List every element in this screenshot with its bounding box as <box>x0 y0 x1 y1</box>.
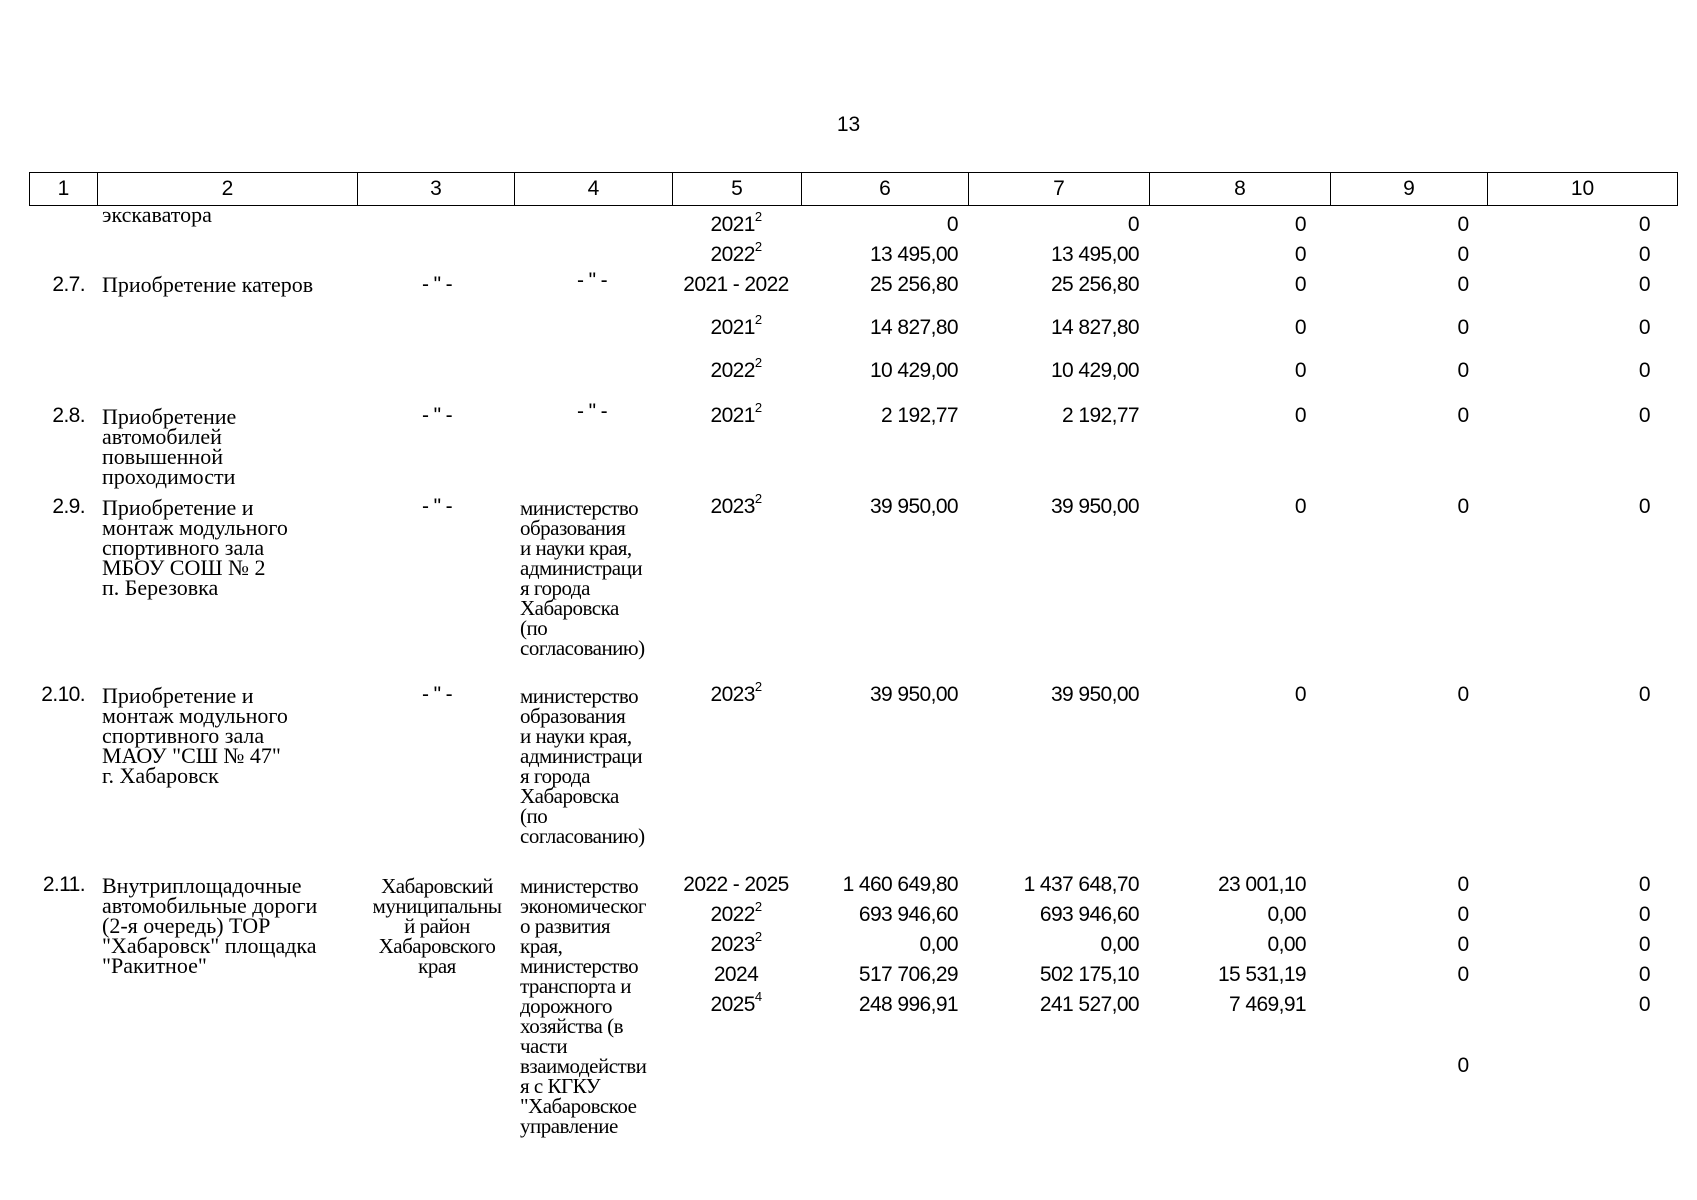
value-col-8: 7 469,91 <box>1229 993 1306 1016</box>
value-col-10: 0 <box>1638 213 1650 236</box>
footnote-mark: 2 <box>754 899 762 914</box>
col3-ditto: - " - <box>421 495 453 518</box>
value-col-7: 14 827,80 <box>1050 316 1139 339</box>
row-number: 2.8. <box>52 404 85 427</box>
value-col-9: 0 <box>1457 903 1469 926</box>
footnote-mark: 2 <box>754 239 762 254</box>
value-col-7: 25 256,80 <box>1050 273 1139 296</box>
value-col-10: 0 <box>1638 933 1650 956</box>
value-col-10: 0 <box>1638 243 1650 266</box>
year-text: 2022 <box>710 243 755 266</box>
value-col-8: 0,00 <box>1267 903 1306 926</box>
value-col-8: 23 001,10 <box>1217 873 1306 896</box>
col4-text: министерство образования и науки края, администраци я города Хабаровска (по согласованию) <box>520 684 645 848</box>
value-col-7: 39 950,00 <box>1050 495 1139 518</box>
value-col-7: 0 <box>1127 213 1139 236</box>
value-col-7: 241 527,00 <box>1039 993 1139 1016</box>
header-col-10: 10 <box>1488 173 1678 206</box>
value-col-8: 0 <box>1294 213 1306 236</box>
value-col-7: 2 192,77 <box>1062 404 1139 427</box>
value-col-7: 13 495,00 <box>1050 243 1139 266</box>
value-col-9: 0 <box>1457 495 1469 518</box>
page-number: 13 <box>836 113 861 136</box>
value-col-7: 0,00 <box>1100 933 1139 956</box>
value-col-9: 0 <box>1457 316 1469 339</box>
value-col-9: 0 <box>1457 963 1469 986</box>
value-col-6: 39 950,00 <box>869 683 958 706</box>
header-col-3: 3 <box>358 173 515 206</box>
value-col-8: 0 <box>1294 243 1306 266</box>
value-col-8: 0,00 <box>1267 933 1306 956</box>
header-col-8: 8 <box>1150 173 1331 206</box>
col3-ditto: - " - <box>421 404 453 427</box>
value-col-10: 0 <box>1638 683 1650 706</box>
row-number: 2.7. <box>52 273 85 296</box>
value-col-9: 0 <box>1457 873 1469 896</box>
row-name: Внутриплощадочные автомобильные дороги (2-я очередь) ТОР "Хабаровск" площадка "Ракитное" <box>102 873 318 978</box>
col4-ditto: - " - <box>576 269 608 292</box>
header-col-4: 4 <box>515 173 673 206</box>
value-col-10: 0 <box>1638 495 1650 518</box>
row-name: Приобретение автомобилей повышенной проходимости <box>102 404 237 489</box>
value-col-9: 0 <box>1457 404 1469 427</box>
col3-ditto: - " - <box>421 683 453 706</box>
year-text: 2024 <box>713 963 759 986</box>
col3-ditto: - " - <box>421 273 453 296</box>
col4-ditto: - " - <box>576 400 608 423</box>
value-col-6: 25 256,80 <box>869 273 958 296</box>
value-col-8: 0 <box>1294 316 1306 339</box>
year-text: 2021 <box>710 316 755 339</box>
value-col-10: 0 <box>1638 873 1650 896</box>
value-col-6: 10 429,00 <box>869 359 958 382</box>
value-col-10: 0 <box>1638 404 1650 427</box>
footnote-mark: 2 <box>754 679 762 694</box>
year-text: 2023 <box>710 933 755 956</box>
value-col-6: 39 950,00 <box>869 495 958 518</box>
value-col-6: 1 460 649,80 <box>842 873 958 896</box>
header-col-9: 9 <box>1331 173 1488 206</box>
value-col-6: 693 946,60 <box>858 903 958 926</box>
row-number: 2.9. <box>52 495 85 518</box>
row-number: 2.11. <box>42 873 85 896</box>
carry-over-name: экскаватора <box>102 202 212 227</box>
year-text: 2021 - 2022 <box>683 273 789 296</box>
year-text: 2022 <box>710 903 755 926</box>
value-col-8: 15 531,19 <box>1217 963 1306 986</box>
header-col-6: 6 <box>802 173 969 206</box>
value-col-6: 13 495,00 <box>869 243 958 266</box>
year-text: 2023 <box>710 495 755 518</box>
row-name: Приобретение катеров <box>102 272 314 297</box>
header-col-5: 5 <box>673 173 802 206</box>
footnote-mark: 2 <box>754 400 762 415</box>
row-name: Приобретение и монтаж модульного спортивного зала МБОУ СОШ № 2 п. Березовка <box>102 495 288 600</box>
value-col-7: 502 175,10 <box>1039 963 1139 986</box>
footnote-mark: 2 <box>754 312 762 327</box>
value-col-8: 0 <box>1294 359 1306 382</box>
value-col-9: 0 <box>1457 933 1469 956</box>
row-name: Приобретение и монтаж модульного спортивного зала МАОУ "СШ № 47" г. Хабаровск <box>102 683 288 788</box>
value-col-6: 2 192,77 <box>881 404 958 427</box>
value-col-6: 14 827,80 <box>869 316 958 339</box>
year-text: 2023 <box>710 683 755 706</box>
value-col-6: 0 <box>946 213 958 236</box>
value-col-7: 39 950,00 <box>1050 683 1139 706</box>
value-col-10: 0 <box>1638 359 1650 382</box>
year-text: 2021 <box>710 213 755 236</box>
value-col-6: 0,00 <box>919 933 958 956</box>
value-col-9: 0 <box>1457 213 1469 236</box>
value-col-8: 0 <box>1294 495 1306 518</box>
value-col-7: 693 946,60 <box>1039 903 1139 926</box>
value-col-8: 0 <box>1294 404 1306 427</box>
table-header <box>29 172 1678 206</box>
header-col-2: 2 <box>98 173 358 206</box>
value-col-9: 0 <box>1457 273 1469 296</box>
year-text: 2021 <box>710 404 755 427</box>
value-col-9: 0 <box>1457 683 1469 706</box>
footnote-mark: 2 <box>754 491 762 506</box>
value-col-10: 0 <box>1638 316 1650 339</box>
value-col-10: 0 <box>1638 903 1650 926</box>
value-col-9: 0 <box>1457 243 1469 266</box>
footnote-mark: 4 <box>754 989 762 1004</box>
col4-text: министерство экономическог о развития края, министерство транспорта и дорожного хозяйства (в части взаимодействи я с КГКУ "Хабаровское управление <box>520 874 647 1138</box>
value-col-8: 0 <box>1294 273 1306 296</box>
value-col-10: 0 <box>1638 993 1650 1016</box>
value-col-9-extra: 0 <box>1457 1054 1469 1077</box>
footnote-mark: 2 <box>754 209 762 224</box>
footnote-mark: 2 <box>754 355 762 370</box>
col3-text: Хабаровский муниципальны й район Хабаровского края <box>372 874 502 978</box>
col4-text: министерство образования и науки края, администраци я города Хабаровска (по согласованию) <box>520 496 645 660</box>
header-col-7: 7 <box>969 173 1150 206</box>
value-col-6: 248 996,91 <box>858 993 958 1016</box>
value-col-7: 1 437 648,70 <box>1023 873 1139 896</box>
value-col-8: 0 <box>1294 683 1306 706</box>
year-text: 2022 - 2025 <box>683 873 789 896</box>
value-col-10: 0 <box>1638 273 1650 296</box>
footnote-mark: 2 <box>754 929 762 944</box>
value-col-10: 0 <box>1638 963 1650 986</box>
header-col-1: 1 <box>30 173 98 206</box>
year-text: 2025 <box>710 993 755 1016</box>
value-col-6: 517 706,29 <box>858 963 958 986</box>
row-number: 2.10. <box>41 683 85 706</box>
value-col-7: 10 429,00 <box>1050 359 1139 382</box>
year-text: 2022 <box>710 359 755 382</box>
value-col-9: 0 <box>1457 359 1469 382</box>
